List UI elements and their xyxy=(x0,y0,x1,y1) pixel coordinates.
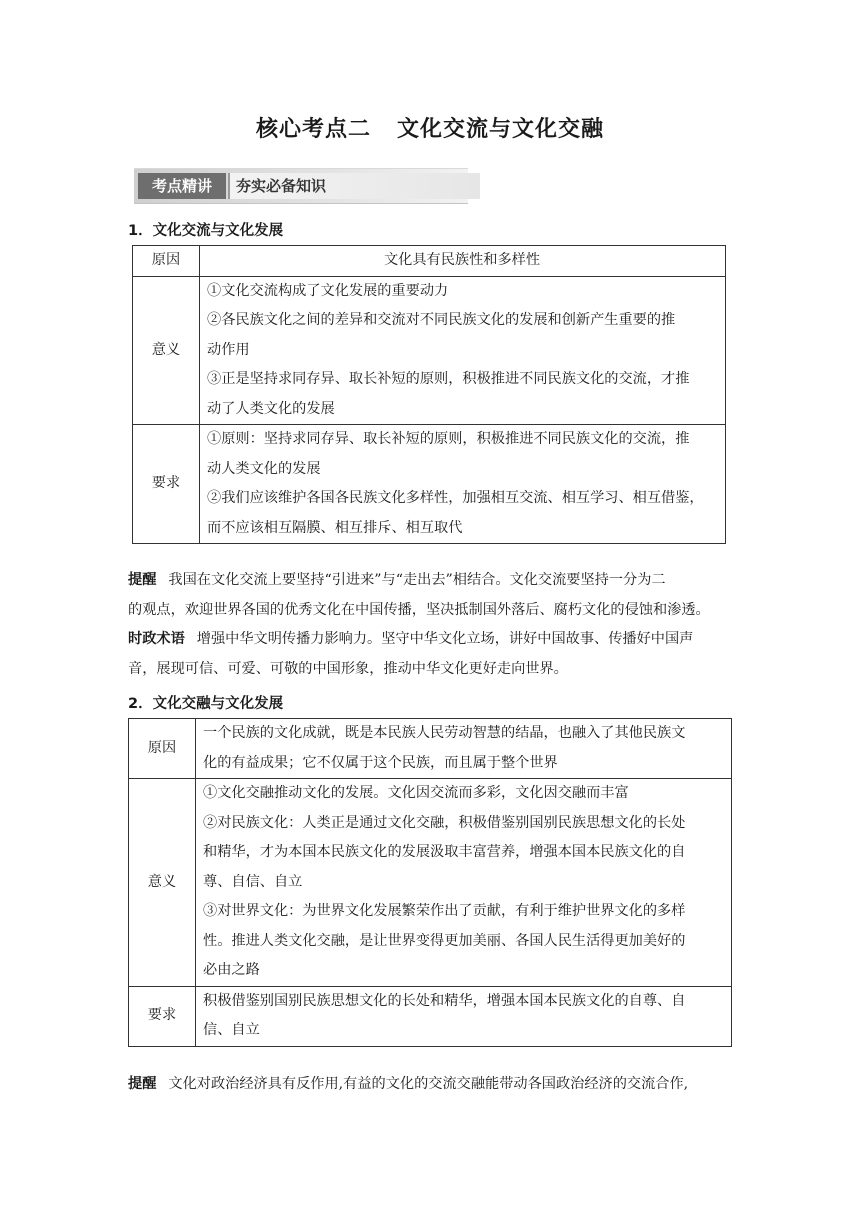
s2-reason-text xyxy=(196,719,732,779)
s2-meaning-label: 意义 xyxy=(129,779,196,987)
s1-require-text xyxy=(200,425,726,544)
s1-meaning-line: 动了人类文化的发展 xyxy=(207,400,335,417)
s2-meaning-line: ③对世界文化：为世界文化发展繁荣作出了贡献，有利于维护世界文化的多样 xyxy=(203,903,686,919)
tip1-line: 我国在文化交流上要坚持“引进来”与“走出去”相结合。文化交流要坚持一分为二 xyxy=(168,572,666,588)
s2-meaning-line: ①文化交融推动文化的发展。文化因交流而多彩，文化因交融而丰富 xyxy=(203,785,629,801)
title-sub: 文化交流与文化交融 xyxy=(397,117,605,142)
s2-meaning-text xyxy=(196,779,732,987)
s2-require-line: 信、自立 xyxy=(203,1022,260,1038)
s1-require-line: 而不应该相互隔膜、相互排斥、相互取代 xyxy=(207,519,463,536)
s1-require-label: 要求 xyxy=(133,425,200,544)
s2-meaning-line: 和精华，才为本国本民族文化的发展汲取丰富营养，增强本国本民族文化的自 xyxy=(203,844,686,860)
tip1-label: 提醒 xyxy=(128,572,157,588)
banner-left-label: 考点精讲 xyxy=(138,173,226,199)
s2-meaning-line: 必由之路 xyxy=(203,962,260,978)
banner-right-label: 夯实必备知识 xyxy=(228,173,480,199)
s1-reason-text: 文化具有民族性和多样性 xyxy=(200,246,726,277)
s2-meaning-line: ②对民族文化：人类正是通过文化交融，积极借鉴别国别民族思想文化的长处 xyxy=(203,814,686,831)
s2-reason-line: 一个民族的文化成就，既是本民族人民劳动智慧的结晶，也融入了其他民族文 xyxy=(203,725,686,741)
tip2-text: 文化对政治经济具有反作用,有益的文化的交流交融能带动各国政治经济的交流合作, xyxy=(168,1076,689,1092)
s1-meaning-label: 意义 xyxy=(133,276,200,425)
s2-meaning-line: 性。推进人类文化交融，是让世界变得更加美丽、各国人民生活得更加美好的 xyxy=(203,932,686,949)
s1-require-line: ①原则：坚持求同存异、取长补短的原则，积极推进不同民族文化的交流，推 xyxy=(207,431,690,447)
tip2-label: 提醒 xyxy=(128,1076,157,1092)
section2-heading: 2．文化交融与文化发展 xyxy=(128,696,284,712)
section1-table xyxy=(132,245,726,544)
tip2-paragraph xyxy=(128,1070,734,1100)
tip1-line: 的观点，欢迎世界各国的优秀文化在中国传播，坚决抵制国外落后、腐朽文化的侵蚀和渗透。 xyxy=(128,601,710,618)
politics-line: 增强中华文明传播力影响力。坚守中华文化立场，讲好中国故事、传播好中国声 xyxy=(196,631,694,647)
s1-require-line: ②我们应该维护各国各民族文化多样性，加强相互交流、相互学习、相互借鉴， xyxy=(207,490,704,506)
s1-meaning-line: ②各民族文化之间的差异和交流对不同民族文化的发展和创新产生重要的推 xyxy=(207,312,676,328)
politics-label: 时政术语 xyxy=(128,631,185,647)
s1-meaning-line: 动作用 xyxy=(207,341,250,358)
s1-reason-label: 原因 xyxy=(133,246,200,277)
s2-require-text xyxy=(196,986,732,1046)
s1-meaning-line: ③正是坚持求同存异、取长补短的原则，积极推进不同民族文化的交流，才推 xyxy=(207,371,690,387)
tip1-paragraph xyxy=(128,566,734,684)
section1-heading: 1．文化交流与文化发展 xyxy=(128,223,284,239)
politics-line: 音，展现可信、可爱、可敬的中国形象，推动中华文化更好走向世界。 xyxy=(128,660,568,677)
s1-require-line: 动人类文化的发展 xyxy=(207,460,321,477)
s1-meaning-line: ①文化交流构成了文化发展的重要动力 xyxy=(207,282,449,299)
s2-require-label: 要求 xyxy=(129,986,196,1046)
page-title xyxy=(0,112,860,143)
section2-table xyxy=(128,718,732,1047)
s2-require-line: 积极借鉴别国别民族思想文化的长处和精华，增强本国本民族文化的自尊、自 xyxy=(203,992,686,1009)
s1-meaning-text xyxy=(200,276,726,425)
title-main: 核心考点二 xyxy=(255,117,371,142)
s2-reason-line: 化的有益成果；它不仅属于这个民族，而且属于整个世界 xyxy=(203,754,558,771)
section-banner xyxy=(134,168,468,204)
s2-meaning-line: 尊、自信、自立 xyxy=(203,873,303,890)
s2-reason-label: 原因 xyxy=(129,719,196,779)
